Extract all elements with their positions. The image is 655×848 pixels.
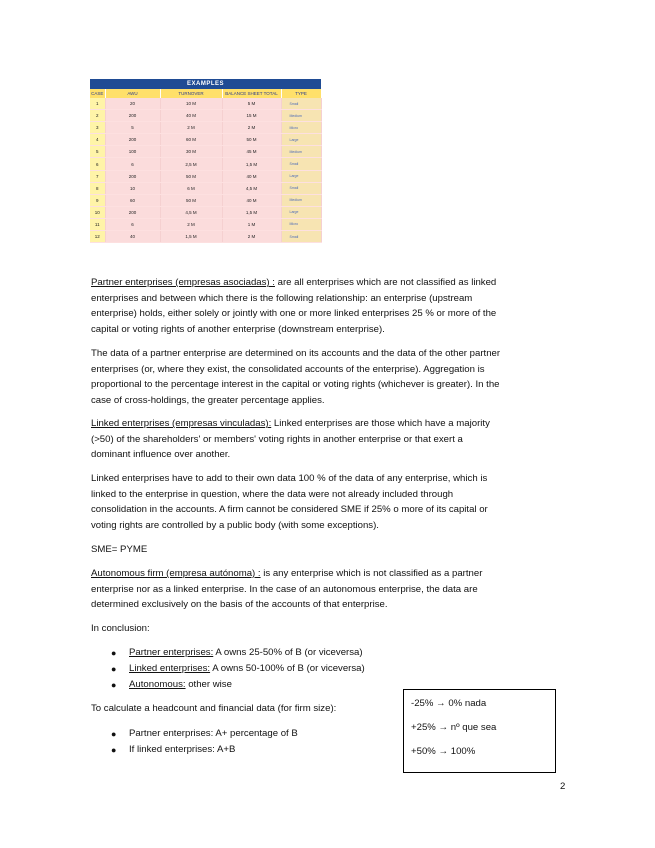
bullet-icon: ● [111, 680, 117, 690]
table-cell: 1,5 M [222, 206, 281, 218]
note-line: +25% → nº que sea [411, 722, 497, 733]
table-row [90, 110, 321, 122]
table-cell: Small [281, 158, 321, 170]
autonomous-term: Autonomous firm (empresa autónoma) : [91, 568, 261, 579]
examples-table [90, 79, 322, 243]
table-cell: 40 M [222, 170, 281, 182]
table-cell: Small [281, 231, 321, 243]
table-row [90, 170, 321, 182]
autonomous-definition: Autonomous firm (empresa autónoma) : is any enterprise which is not classified as a partner enterprise nor as a linked enterprise. In the case of an autonomous enterprise, the data are determined exclusively on the basis of the accounts of that enterprise. [91, 568, 483, 611]
table-row [90, 206, 321, 218]
table-cell: Large [281, 134, 321, 146]
table-cell: 4,5 M [222, 182, 281, 194]
table-cell: 20 [105, 98, 160, 110]
list-item: ● Autonomous: other wise [91, 677, 391, 693]
table-cell: Small [281, 98, 321, 110]
table-cell: 2,5 M [160, 158, 222, 170]
table-cell: Large [281, 206, 321, 218]
table-cell: 200 [105, 170, 160, 182]
table-cell: 50 M [222, 134, 281, 146]
note-line: +50% → 100% [411, 746, 476, 757]
table-cell: Medium [281, 110, 321, 122]
table-cell: Micro [281, 218, 321, 230]
header-awu: AWU [105, 89, 160, 98]
table-cell: 60 M [160, 134, 222, 146]
table-row [90, 122, 321, 134]
table-cell: 200 [105, 206, 160, 218]
table-cell: 10 [105, 182, 160, 194]
table-cell: 1 [90, 98, 105, 110]
table-row [90, 158, 321, 170]
list-item: ● If linked enterprises: A+B [91, 742, 391, 758]
percentage-note-box [403, 689, 556, 773]
table-cell: Medium [281, 146, 321, 158]
sme-line: SME= PYME [91, 544, 148, 555]
linked-definition: Linked enterprises (empresas vinculadas): Linked enterprises are those which have a majority (>50) of the shareholders' or members' voting rights in another enterprise or that exert a dominant influence over another. [91, 418, 490, 461]
bullet-icon: ● [111, 648, 117, 658]
conclusion-heading: In conclusion: [91, 623, 150, 634]
table-cell: Small [281, 182, 321, 194]
table-cell: 9 [90, 194, 105, 206]
calculate-list [91, 726, 391, 758]
table-cell: 2 M [160, 122, 222, 134]
table-row [90, 231, 321, 243]
table-row [90, 218, 321, 230]
table-cell: 40 M [160, 110, 222, 122]
table-cell: Large [281, 170, 321, 182]
bullet-icon: ● [111, 664, 117, 674]
table-row [90, 146, 321, 158]
partner-definition: Partner enterprises (empresas asociadas) : are all enterprises which are not classified as linked enterprises and between which there is the following relationship: an enterprise (upstream enterprise) holds, either solely or jointly with one or more linked enterprises 25 % or more of the capital or voting rights of another enterprise (downstream enterprise). [91, 277, 497, 335]
table-cell: 6 [105, 158, 160, 170]
bullet-icon: ● [111, 729, 117, 739]
table-cell: 60 [105, 194, 160, 206]
page-number: 2 [560, 781, 566, 792]
table-cell: 6 [105, 218, 160, 230]
table-cell: 6 M [160, 182, 222, 194]
table-cell: 30 M [160, 146, 222, 158]
header-turnover: TURNOVER [160, 89, 222, 98]
table-cell: 4 [90, 134, 105, 146]
table-cell: Micro [281, 122, 321, 134]
table-cell: 40 [105, 231, 160, 243]
table-cell: 2 M [160, 218, 222, 230]
table-row [90, 134, 321, 146]
bullet-icon: ● [111, 745, 117, 755]
partner-data-paragraph: The data of a partner enterprise are determined on its accounts and the data of the other partner enterprises (or, where they exist, the consolidated accounts of the enterprise). Aggregation is proportional to the percentage interest in the capital or voting rights (whichever is greater). In the case of cross-holdings, the greater percentage applies. [91, 348, 501, 406]
table-row [90, 194, 321, 206]
examples-header-row [90, 89, 321, 98]
table-cell: 4,5 M [160, 206, 222, 218]
table-cell: 5 [90, 146, 105, 158]
calculate-heading: To calculate a headcount and financial data (for firm size): [91, 703, 337, 714]
table-cell: 15 M [222, 110, 281, 122]
linked-term: Linked enterprises (empresas vinculadas): [91, 418, 272, 429]
table-cell: 200 [105, 134, 160, 146]
table-cell: 11 [90, 218, 105, 230]
table-cell: 1,5 M [222, 158, 281, 170]
table-cell: 45 M [222, 146, 281, 158]
header-case: CASE [91, 91, 104, 96]
table-cell: 3 [90, 122, 105, 134]
table-cell: 5 M [222, 98, 281, 110]
note-line: -25% → 0% nada [411, 698, 487, 709]
table-cell: 6 [90, 158, 105, 170]
table-row [90, 98, 321, 110]
partner-term: Partner enterprises (empresas asociadas) : [91, 277, 275, 288]
table-cell: 10 M [160, 98, 222, 110]
list-item: ● Partner enterprises: A owns 25-50% of B (or viceversa) [91, 645, 391, 661]
table-cell: 10 [90, 206, 105, 218]
table-cell: 5 [105, 122, 160, 134]
table-cell: 50 M [160, 194, 222, 206]
table-cell: 100 [105, 146, 160, 158]
table-cell: 2 M [222, 231, 281, 243]
header-type: TYPE [281, 89, 321, 98]
list-item: ● Partner enterprises: A+ percentage of B [91, 726, 391, 742]
table-row [90, 182, 321, 194]
list-item: ● Linked enterprises: A owns 50-100% of B (or viceversa) [91, 661, 391, 677]
table-cell: 12 [90, 231, 105, 243]
linked-data-paragraph: Linked enterprises have to add to their own data 100 % of the data of any enterprise, which is linked to the enterprise in question, where the data were not already included through consolidation in the accounts. A firm cannot be considered SME if 25% o more of its capital or voting rights are controlled by a public body (with some exceptions). [91, 473, 488, 531]
conclusion-list [91, 645, 391, 693]
table-cell: 40 M [222, 194, 281, 206]
table-cell: 1,5 M [160, 231, 222, 243]
table-cell: 2 M [222, 122, 281, 134]
table-cell: 200 [105, 110, 160, 122]
table-cell: 1 M [222, 218, 281, 230]
table-cell: 2 [90, 110, 105, 122]
table-cell: 50 M [160, 170, 222, 182]
table-cell: 7 [90, 170, 105, 182]
table-cell: Medium [281, 194, 321, 206]
header-balance: BALANCE SHEET TOTAL [222, 89, 281, 98]
table-cell: 8 [90, 182, 105, 194]
examples-title: EXAMPLES [90, 79, 321, 89]
